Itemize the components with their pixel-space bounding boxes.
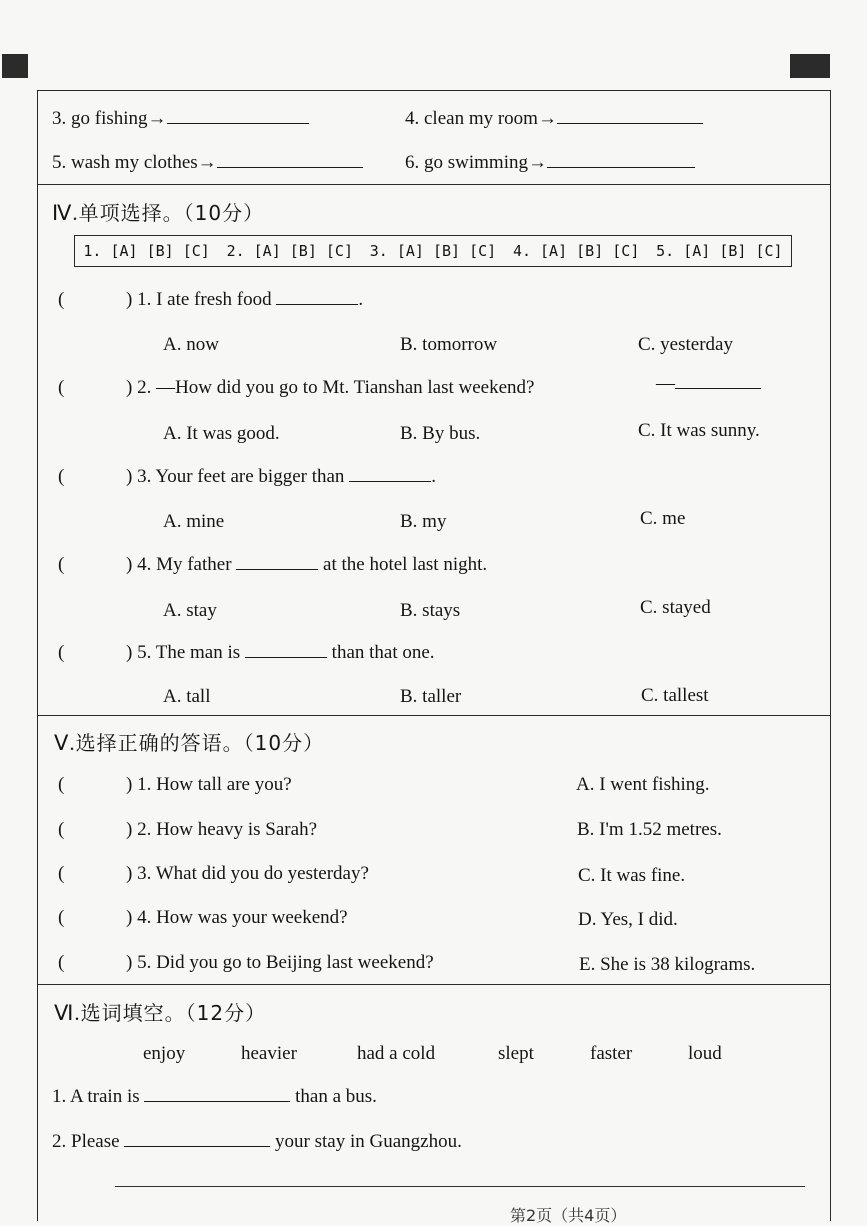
answer-blank[interactable]	[557, 109, 703, 124]
option-c: C. stayed	[640, 597, 711, 618]
question-5-5: ) 5. Did you go to Beijing last weekend?	[126, 952, 434, 973]
answer-blank[interactable]	[167, 109, 309, 124]
question-5-3: ) 3. What did you do yesterday?	[126, 863, 369, 884]
option-c: C. tallest	[641, 685, 709, 706]
section-divider	[37, 184, 830, 185]
answer-paren[interactable]: (	[58, 377, 65, 398]
word-faster: faster	[590, 1043, 633, 1064]
answer-card-3[interactable]: 3. [A] [B] [C]	[369, 242, 497, 260]
reply-c: C. It was fine.	[578, 865, 686, 886]
option-c: C. It was sunny.	[638, 420, 760, 441]
answer-blank	[276, 290, 358, 305]
question-4-3: ) 3. Your feet are bigger than .	[126, 466, 436, 487]
question-5-4: ) 4. How was your weekend?	[126, 907, 348, 928]
answer-paren[interactable]: (	[58, 863, 65, 884]
page-number: 第2页（共4页）	[510, 1206, 627, 1225]
answer-card-5[interactable]: 5. [A] [B] [C]	[656, 242, 783, 260]
answer-paren[interactable]: (	[58, 466, 65, 487]
option-b: B. stays	[400, 600, 461, 621]
section5-heading: Ⅴ.选择正确的答语。（10分）	[54, 731, 325, 755]
answer-paren[interactable]: (	[58, 554, 65, 575]
option-c: C. me	[640, 508, 686, 529]
option-b: B. my	[400, 511, 447, 532]
question-4-1: ) 1. I ate fresh food .	[126, 289, 364, 310]
answer-blank[interactable]	[144, 1087, 290, 1102]
word-had-a-cold: had a cold	[357, 1043, 436, 1064]
answer-blank[interactable]	[124, 1132, 270, 1147]
reply-a: A. I went fishing.	[576, 774, 710, 795]
fill-sentence-1: 1. A train is than a bus.	[52, 1086, 377, 1107]
registration-mark-left	[2, 54, 28, 78]
answer-paren[interactable]: (	[58, 907, 65, 928]
answer-paren[interactable]: (	[58, 774, 65, 795]
answer-card-box	[74, 235, 792, 267]
answer-blank	[349, 467, 431, 482]
word-loud: loud	[688, 1043, 722, 1064]
option-a: A. now	[163, 334, 219, 355]
option-b: B. taller	[400, 686, 462, 707]
word-heavier: heavier	[241, 1043, 297, 1064]
answer-card-1[interactable]: 1. [A] [B] [C]	[83, 242, 210, 260]
section6-heading: Ⅵ.选词填空。（12分）	[54, 1001, 267, 1025]
answer-paren[interactable]: (	[58, 642, 65, 663]
answer-blank	[245, 643, 327, 658]
answer-card-2[interactable]: 2. [A] [B] [C]	[226, 242, 353, 260]
option-a: A. tall	[163, 686, 211, 707]
dialog-reply: —	[656, 374, 761, 393]
option-b: B. tomorrow	[400, 334, 498, 355]
question-4-2: ) 2. —How did you go to Mt. Tianshan last weekend?	[126, 377, 535, 398]
footer-divider	[115, 1186, 805, 1187]
word-slept: slept	[498, 1043, 534, 1064]
reply-e: E. She is 38 kilograms.	[579, 954, 756, 975]
answer-blank[interactable]	[217, 153, 363, 168]
question-5-2: ) 2. How heavy is Sarah?	[126, 819, 318, 840]
reply-b: B. I'm 1.52 metres.	[577, 819, 722, 840]
item-3: 3. go fishing→	[52, 109, 309, 128]
option-a: A. It was good.	[163, 423, 280, 444]
answer-blank[interactable]	[547, 153, 695, 168]
section4-heading: Ⅳ.单项选择。（10分）	[52, 201, 265, 225]
answer-paren[interactable]: (	[58, 289, 65, 310]
answer-blank	[236, 555, 318, 570]
option-b: B. By bus.	[400, 423, 481, 444]
answer-paren[interactable]: (	[58, 952, 65, 973]
option-c: C. yesterday	[638, 334, 733, 355]
question-4-5: ) 5. The man is than that one.	[126, 642, 435, 663]
section-divider	[37, 984, 830, 985]
answer-blank	[675, 374, 761, 389]
item-4: 4. clean my room→	[405, 109, 703, 128]
answer-card-4[interactable]: 4. [A] [B] [C]	[512, 242, 640, 260]
reply-d: D. Yes, I did.	[578, 909, 678, 930]
question-5-1: ) 1. How tall are you?	[126, 774, 292, 795]
question-4-4: ) 4. My father at the hotel last night.	[126, 554, 488, 575]
item-6: 6. go swimming→	[405, 153, 695, 172]
item-5: 5. wash my clothes→	[52, 153, 363, 172]
section-divider	[37, 715, 830, 716]
answer-paren[interactable]: (	[58, 819, 65, 840]
option-a: A. mine	[163, 511, 225, 532]
word-enjoy: enjoy	[143, 1043, 186, 1064]
registration-mark-right	[790, 54, 830, 78]
option-a: A. stay	[163, 600, 217, 621]
fill-sentence-2: 2. Please your stay in Guangzhou.	[52, 1131, 462, 1152]
